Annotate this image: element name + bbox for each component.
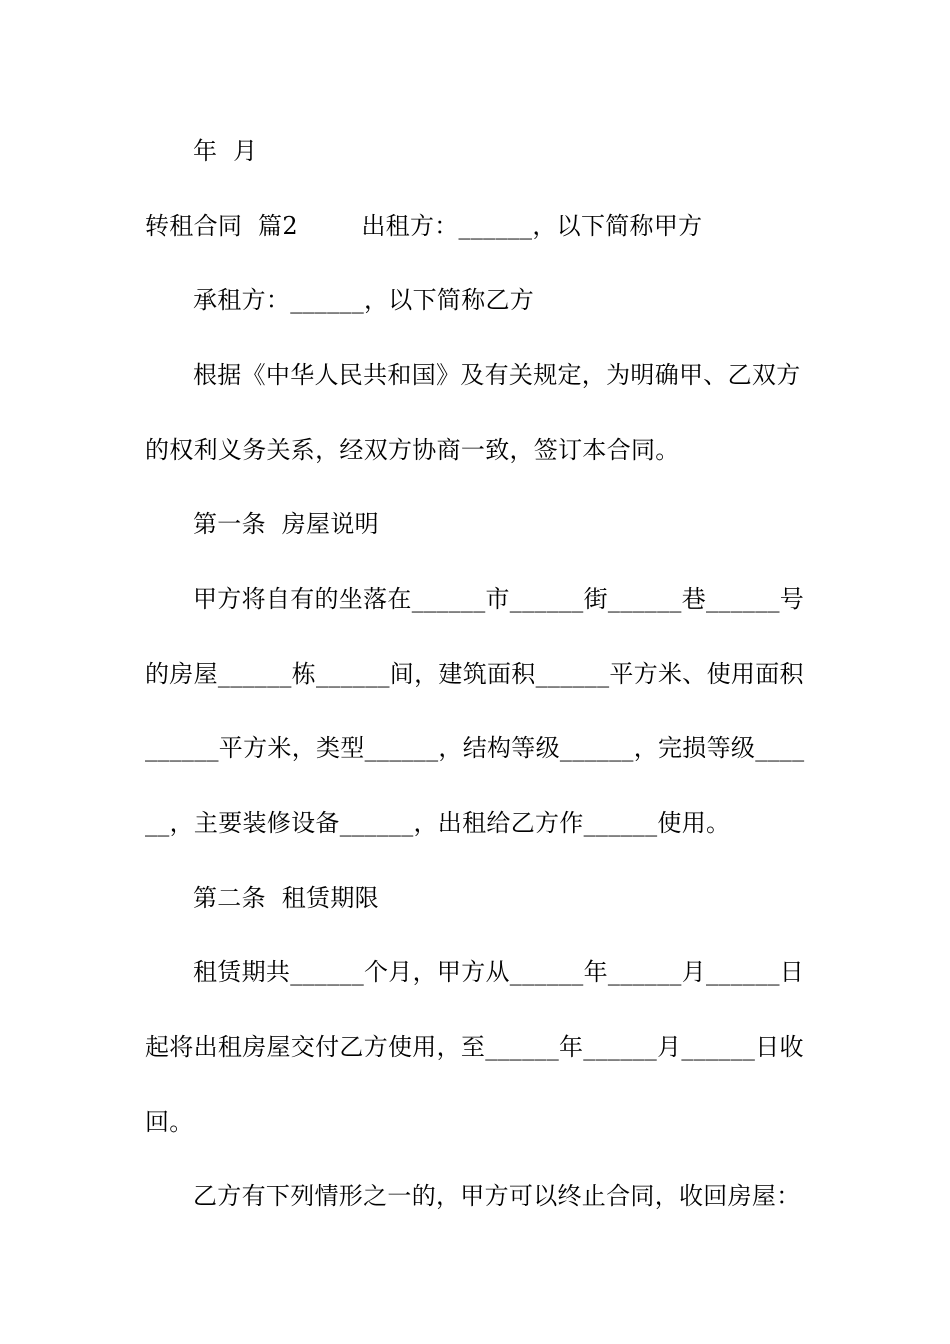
- article-1-line-2: 的房屋______栋______间，建筑面积______平方米、使用面积: [145, 660, 804, 688]
- preamble-line-1: 根据《中华人民共和国》及有关规定，为明确甲、乙双方: [193, 361, 801, 389]
- article-1-line-1: 甲方将自有的坐落在______市______街______巷______号: [193, 585, 805, 613]
- article-1-heading: 第一条 房屋说明: [193, 510, 379, 538]
- lessee-line: 承租方：______，以下简称乙方: [193, 286, 535, 314]
- termination-clause-line: 乙方有下列情形之一的，甲方可以终止合同，收回房屋：: [193, 1182, 801, 1210]
- article-2-line-2: 起将出租房屋交付乙方使用，至______年______月______日收: [145, 1033, 804, 1061]
- article-1-line-4: __，主要装修设备______，出租给乙方作______使用。: [145, 809, 731, 837]
- article-2-line-3: 回。: [145, 1108, 194, 1136]
- article-2-line-1: 租赁期共______个月，甲方从______年______月______日: [193, 958, 805, 986]
- contract-heading-lessor-line: 转租合同 篇2 出租方：______，以下简称甲方: [145, 212, 703, 240]
- date-line: 年 月: [193, 137, 258, 165]
- article-2-heading: 第二条 租赁期限: [193, 884, 379, 912]
- article-1-line-3: ______平方米，类型______，结构等级______，完损等级____: [145, 734, 805, 762]
- preamble-line-2: 的权利义务关系，经双方协商一致，签订本合同。: [145, 436, 680, 464]
